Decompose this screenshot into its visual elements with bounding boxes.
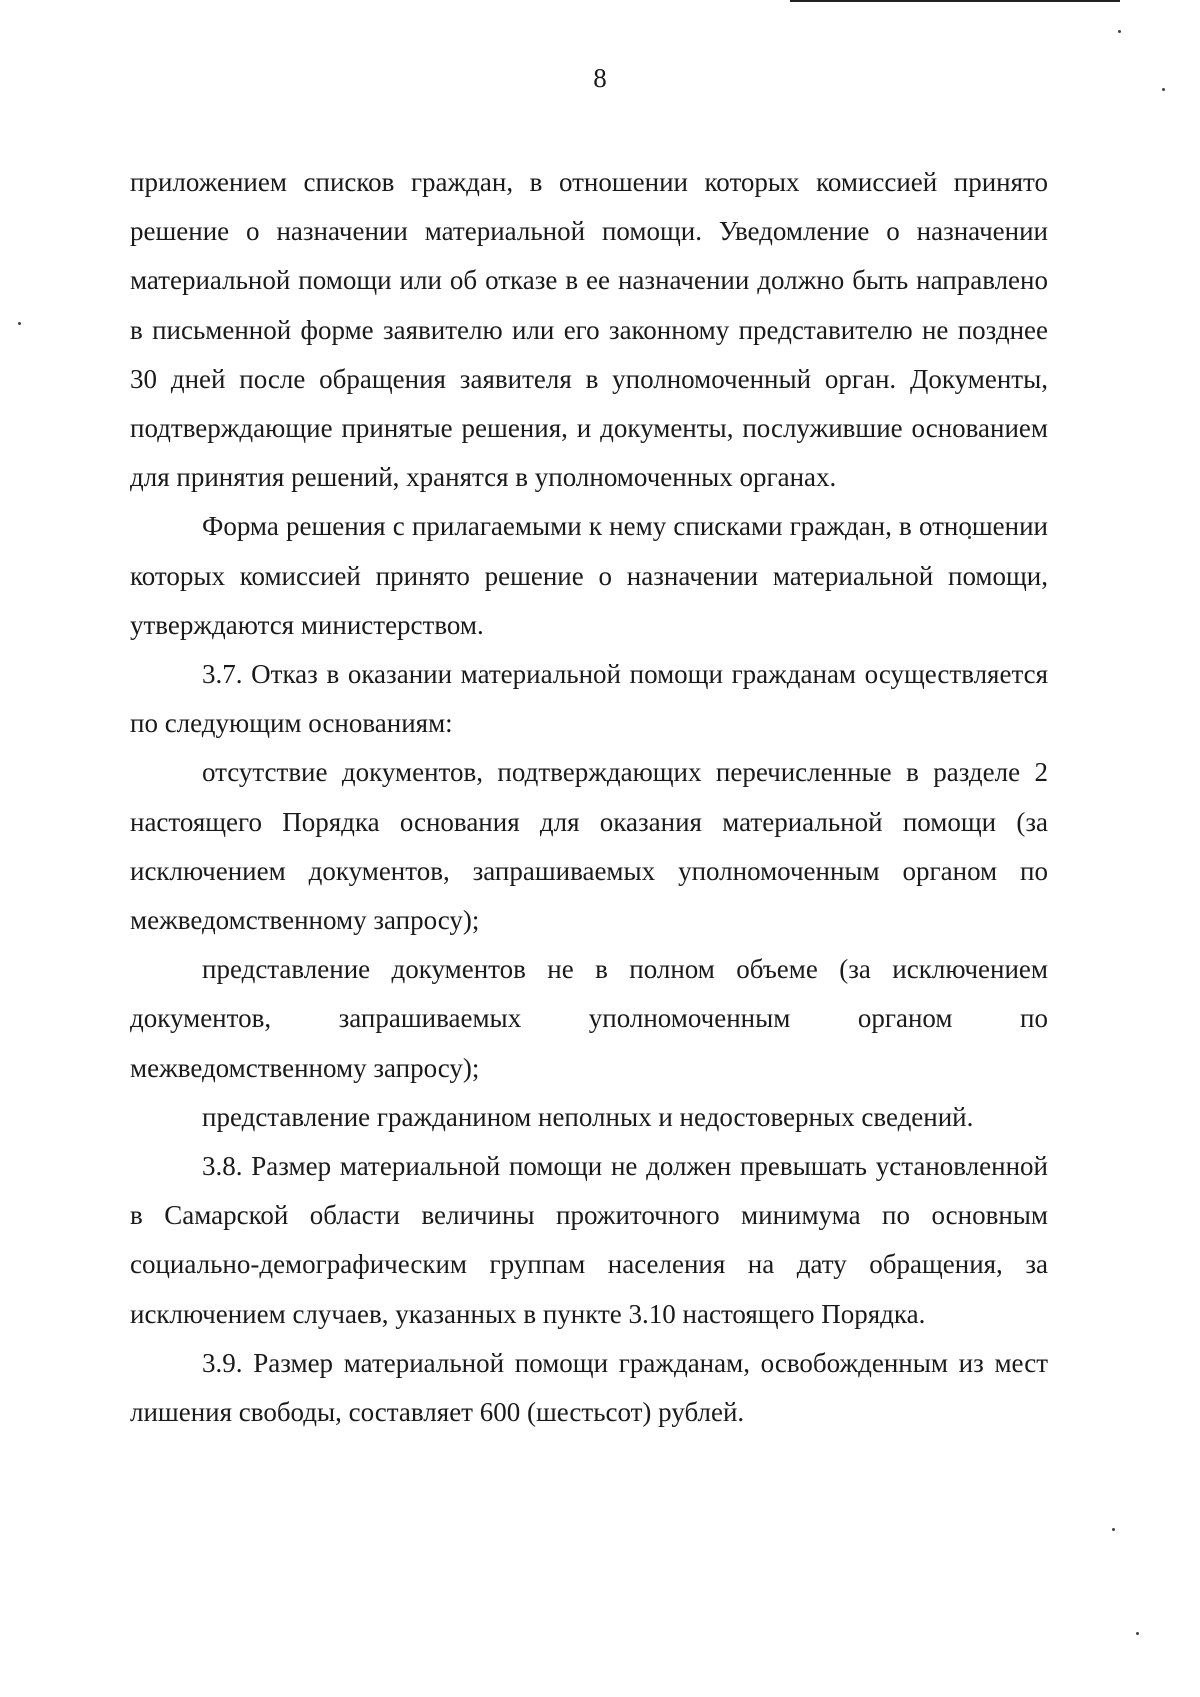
scan-edge-line bbox=[790, 0, 1120, 2]
scan-speck bbox=[1136, 1632, 1139, 1635]
paragraph-section-3-9: 3.9. Размер материальной помощи гражданам, освобожденным из мест лишения свободы, составляет 600 (шестьсот) рублей. bbox=[130, 1347, 1048, 1428]
page-number: 8 bbox=[593, 63, 607, 93]
paragraph: Форма решения с прилагаемыми к нему списками граждан, в отношении которых комиссией принято решение о назначении материальной помощи, утверждаются министерством. bbox=[130, 511, 1048, 640]
paragraph: приложением списков граждан, в отношении которых комиссией принято решение о назначении материальной помощи. Уведомление о назначении материальной помощи или об отказе в ее назначении должно быть направлено в письменной форме заявителю или его законному представителю не позднее 30 дней после обращения заявителя в уполномоченный орган. Документы, подтверждающие принятые решения, и документы, послужившие основанием для принятия решений, хранятся в уполномоченных органах. bbox=[130, 167, 1048, 493]
paragraph-list-item: отсутствие документов, подтверждающих перечисленные в разделе 2 настоящего Порядка основания для оказания материальной помощи (за исключением документов, запрашиваемых уполномоченным органом по межведомственному запросу); bbox=[130, 757, 1048, 936]
paragraph-section-3-8: 3.8. Размер материальной помощи не должен превышать установленной в Самарской области величины прожиточного минимума по основным социально-демографическим группам населения на дату обращения, за исключением случаев, указанных в пункте 3.10 настоящего Порядка. bbox=[130, 1151, 1048, 1329]
paragraph-list-item: представление гражданином неполных и недостоверных сведений. bbox=[202, 1101, 974, 1132]
scan-speck bbox=[1118, 30, 1121, 33]
paragraph-list-item: представление документов не в полном объеме (за исключением документов, запрашиваемых уполномоченным органом по межведомственному запросу); bbox=[130, 954, 1048, 1083]
paragraph-section-3-7: 3.7. Отказ в оказании материальной помощи гражданам осуществляется по следующим основаниям: bbox=[130, 659, 1048, 739]
body-text bbox=[130, 158, 1048, 1437]
scan-speck bbox=[1112, 1528, 1115, 1531]
scan-speck bbox=[18, 322, 21, 325]
